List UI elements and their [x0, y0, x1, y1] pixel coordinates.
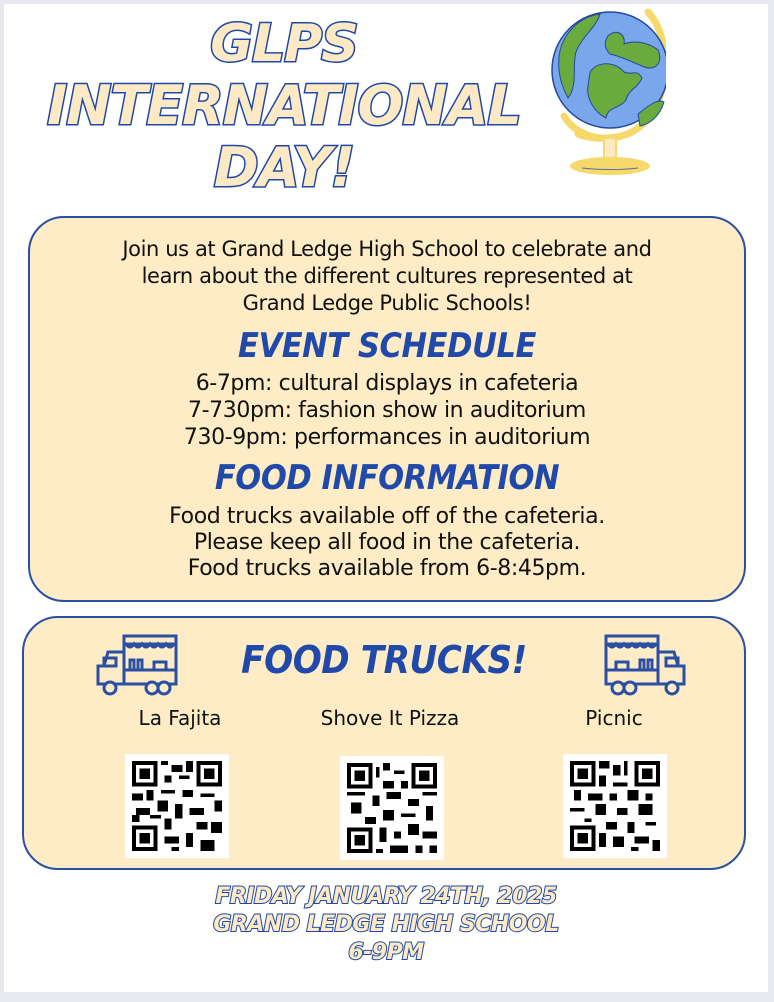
title-line-2: INTERNATIONAL	[47, 74, 521, 137]
qr-code-la-fajita[interactable]	[125, 754, 229, 858]
event-time: 6-9PM	[348, 940, 424, 965]
food-trucks-heading: FOOD TRUCKS!	[241, 638, 527, 682]
schedule-item: 6-7pm: cultural displays in cafeteria	[195, 371, 579, 396]
food-trucks-box	[22, 616, 746, 870]
vendor-name-la-fajita: La Fajita	[138, 706, 222, 730]
qr-code-shove-it-pizza[interactable]	[340, 756, 444, 860]
intro-line: Join us at Grand Ledge High School to celebrate and	[122, 237, 652, 261]
event-date: FRIDAY JANUARY 24TH, 2025	[215, 884, 557, 909]
qr-code-icon	[563, 754, 667, 858]
qr-code-icon	[340, 756, 444, 860]
event-location: GRAND LEDGE HIGH SCHOOL	[213, 912, 559, 937]
flyer-page	[4, 4, 768, 992]
event-schedule-heading: EVENT SCHEDULE	[238, 326, 536, 366]
intro-line: Grand Ledge Public Schools!	[242, 291, 532, 315]
intro-line: learn about the different cultures represented at	[141, 264, 633, 288]
event-info-box	[28, 216, 746, 602]
schedule-list	[30, 370, 744, 451]
food-info-line: Please keep all food in the cafeteria.	[193, 530, 581, 555]
schedule-item: 730-9pm: performances in auditorium	[183, 425, 591, 450]
schedule-item: 7-730pm: fashion show in auditorium	[188, 398, 586, 423]
title-line-1: GLPS	[210, 14, 358, 74]
vendor-name-shove-it-pizza: Shove It Pizza	[320, 706, 460, 730]
food-truck-icon	[602, 634, 686, 696]
qr-code-picnic[interactable]	[563, 754, 667, 858]
intro-text	[30, 236, 744, 317]
food-info-text	[30, 504, 744, 582]
vendor-name-picnic: Picnic	[585, 706, 643, 730]
qr-code-icon	[125, 754, 229, 858]
food-info-line: Food trucks available from 6-8:45pm.	[187, 556, 587, 581]
food-info-line: Food trucks available off of the cafeteria.	[169, 504, 605, 529]
food-information-heading: FOOD INFORMATION	[214, 458, 560, 498]
globe-icon	[546, 6, 666, 178]
title-line-3: DAY!	[213, 136, 355, 199]
